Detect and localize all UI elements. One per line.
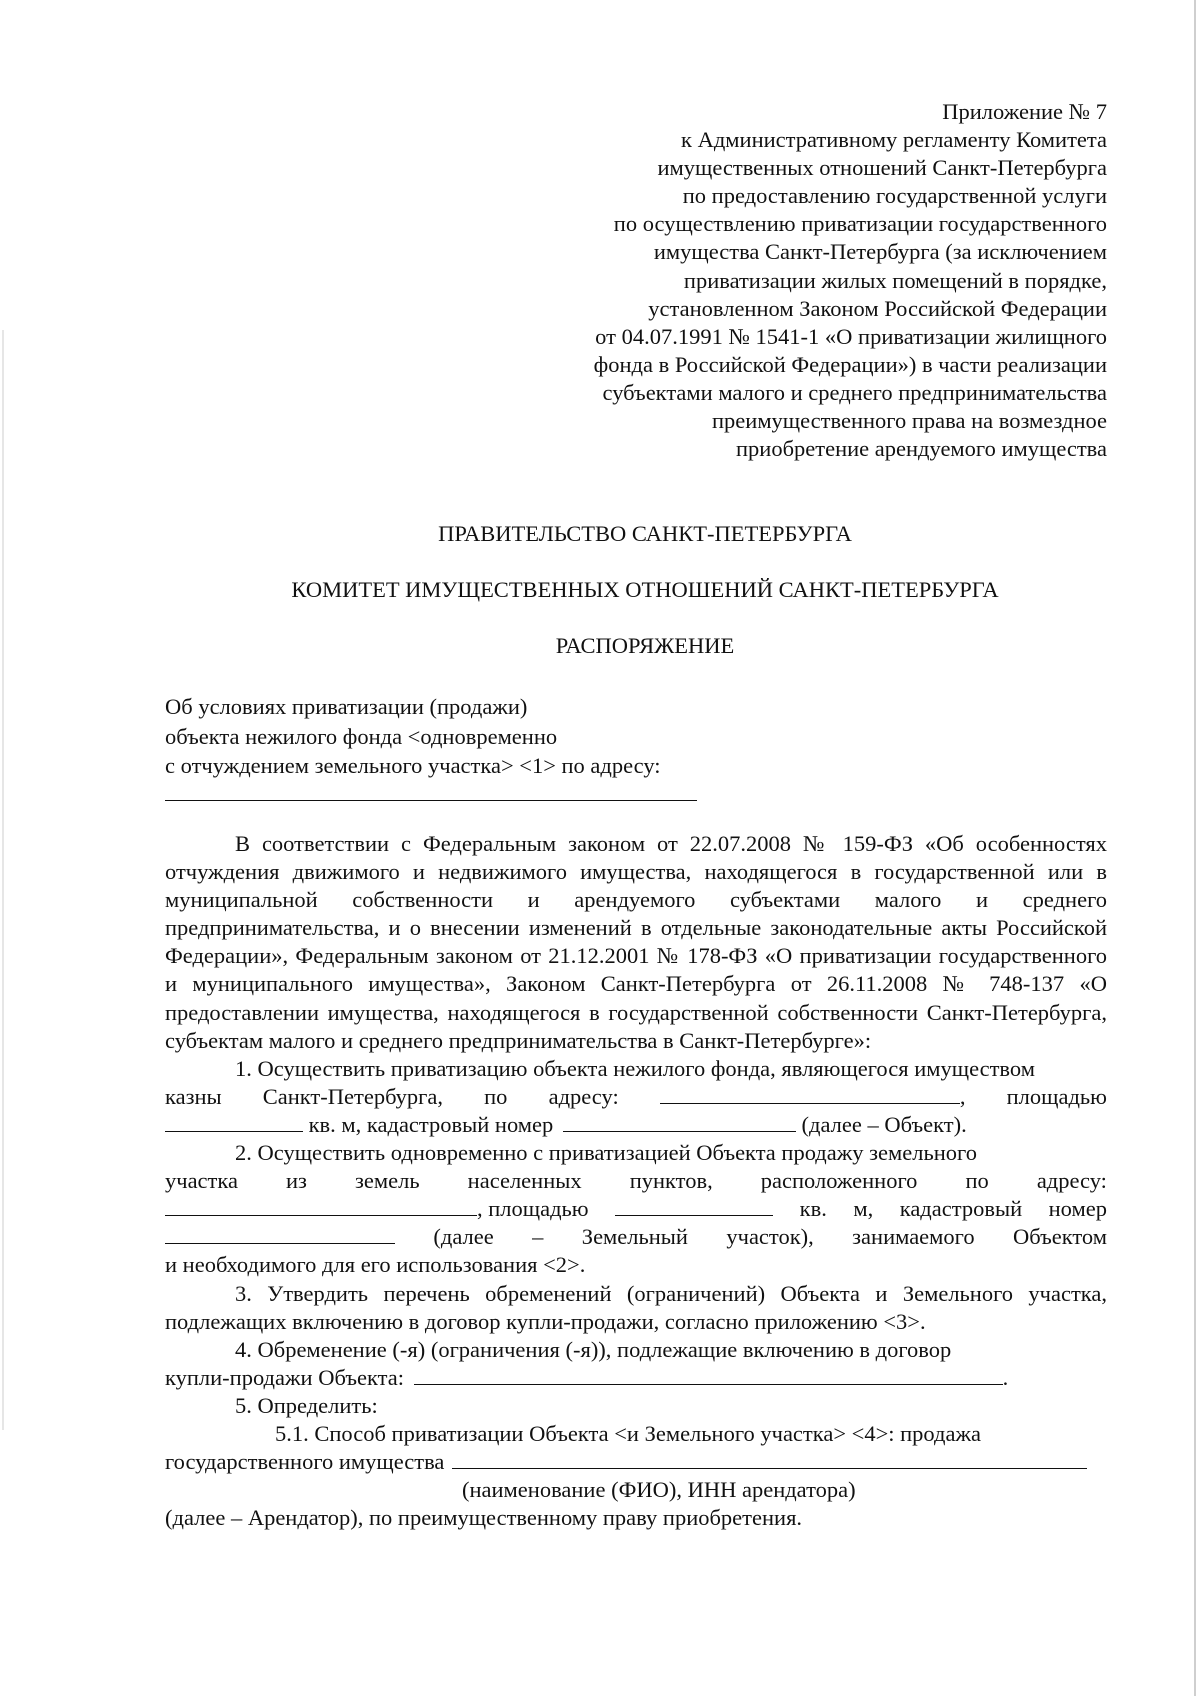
scan-border (1194, 0, 1196, 1696)
text-word: пунктов, (629, 1168, 713, 1194)
government-title: ПРАВИТЕЛЬСТВО САНКТ-ПЕТЕРБУРГА (438, 521, 852, 546)
text-word: Санкт-Петербурга, (262, 1083, 443, 1109)
annex-line: к Административному регламенту Комитета (681, 127, 1107, 153)
annex-line: по осуществлению приватизации государственного (613, 211, 1107, 237)
item-2-line (165, 1167, 1107, 1195)
annex-line: имущества Санкт-Петербурга (за исключением (653, 239, 1107, 265)
subject-line: Об условиях приватизации (продажи) (165, 694, 528, 719)
annex-line: приобретение арендуемого имущества (736, 436, 1107, 462)
committee-title: КОМИТЕТ ИМУЩЕСТВЕННЫХ ОТНОШЕНИЙ САНКТ-ПЕТЕРБУРГА (291, 577, 999, 602)
text-segment: (далее – Объект). (801, 1111, 967, 1137)
preamble-paragraph: В соответствии с Федеральным законом от 22.07.2008 № 159-ФЗ «Об особенностях отчуждения движимого и недвижимого имущества, находящегося в государственной или в муниципальной собственности и арендуемого субъектами малого и среднего предпринимательства, и о внесении изменений в отдельные законодательные акты Российской Федерации», Федеральным законом от 21.12.2001 № 178-ФЗ «О приватизации государственного и муниципального имущества», Законом Санкт-Петербурга от 26.11.2008 № 748-137 «О предоставлении имущества, находящегося в государственной собственности Санкт-Петербурга, субъектам малого и среднего предпринимательства в Санкт-Петербурге»: (165, 831, 1107, 1053)
item-1-line (165, 1083, 1107, 1111)
item-1-line: 1. Осуществить приватизацию объекта нежилого фонда, являющегося имуществом (235, 1055, 1035, 1081)
address-field: , (660, 1083, 966, 1111)
item-5-title: 5. Определить: (235, 1392, 378, 1418)
address-field: , площадью (165, 1195, 589, 1223)
annex-line: установленном Законом Российской Федерации (648, 295, 1107, 321)
cadastral-blank (563, 1111, 796, 1132)
text-segment: купли-продажи Объекта: (165, 1364, 404, 1390)
item-5-1-line: 5.1. Способ приватизации Объекта <и Земельного участка> <4>: продажа (275, 1420, 982, 1446)
text-word: адресу: (1036, 1168, 1107, 1194)
annex-line: субъектами малого и среднего предпринимательства (602, 379, 1107, 405)
address-blank (165, 800, 697, 801)
text-word: адресу: (548, 1083, 619, 1109)
item-2-line: и необходимого для его использования <2>. (165, 1252, 586, 1278)
text-word: по (965, 1168, 989, 1194)
annex-line: фонда в Российской Федерации») в части реализации (593, 351, 1107, 377)
area-blank (615, 1195, 773, 1216)
text-segment: государственного имущества (165, 1449, 445, 1475)
text-word: расположенного (760, 1168, 918, 1194)
subject-line: с отчуждением земельного участка> <1> по адресу: (165, 753, 661, 778)
text-word: казны (165, 1083, 222, 1109)
document-body (165, 830, 1107, 1532)
item-5-1-line: (далее – Арендатор), по преимущественному праву приобретения. (165, 1505, 803, 1531)
text-word: кадастровый (899, 1196, 1023, 1222)
text-word: номер (1048, 1196, 1107, 1222)
annex-line: преимущественного права на возмездное (712, 408, 1107, 434)
subject-line: объекта нежилого фонда <одновременно (165, 723, 558, 749)
text-word: земель (355, 1168, 420, 1194)
document-type: РАСПОРЯЖЕНИЕ (555, 633, 735, 658)
document-subject (165, 692, 661, 781)
item-3-paragraph: 3. Утвердить перечень обременений (ограничений) Объекта и Земельного участка, подлежащих включению в договор купли-продажи, согласно приложению <3>. (165, 1280, 1107, 1334)
text-word: участка (165, 1168, 238, 1194)
text-word: (далее (433, 1224, 494, 1250)
cadastral-blank (165, 1223, 395, 1244)
annex-header (467, 98, 1107, 463)
blank-caption: (наименование (ФИО), ИНН арендатора) (462, 1477, 856, 1503)
annex-line: приватизации жилых помещений в порядке, (683, 267, 1107, 293)
annex-line: от 04.07.1991 № 1541-1 «О приватизации жилищного (595, 323, 1107, 349)
text-word: площадью (1006, 1083, 1107, 1109)
area-blank (165, 1111, 303, 1132)
annex-line: по предоставлению государственной услуги (682, 183, 1107, 209)
item-4-line: купли-продажи Объекта: . (165, 1364, 1009, 1390)
item-1-line (165, 1111, 1107, 1139)
text-word: – (532, 1224, 544, 1250)
fill-blank (660, 1083, 960, 1104)
text-word: Земельный (581, 1224, 688, 1250)
scan-border-left (2, 330, 4, 1430)
tenant-blank (452, 1448, 1087, 1469)
text-word: из (286, 1168, 307, 1194)
item-4-line: 4. Обременение (-я) (ограничения (-я)), подлежащие включению в договор (235, 1336, 952, 1362)
text-word: населенных (467, 1168, 582, 1194)
text-word: по (484, 1083, 508, 1109)
item-2-line (165, 1223, 1107, 1251)
encumbrance-blank (414, 1364, 1003, 1385)
text-word: участок), (726, 1224, 814, 1250)
annex-line: имущественных отношений Санкт-Петербурга (657, 155, 1107, 181)
item-2-line: 2. Осуществить одновременно с приватизацией Объекта продажу земельного (235, 1140, 977, 1166)
text-word: кв. (799, 1196, 827, 1222)
text-segment: кв. м, кадастровый номер (308, 1111, 554, 1137)
fill-blank (165, 1195, 477, 1216)
text-word: занимаемого (852, 1224, 975, 1250)
text-word: м, (853, 1196, 874, 1222)
item-2-line (165, 1195, 1107, 1223)
item-5-1-line (165, 1448, 1107, 1476)
text-word: Объектом (1012, 1224, 1107, 1250)
annex-line: Приложение № 7 (942, 99, 1107, 124)
